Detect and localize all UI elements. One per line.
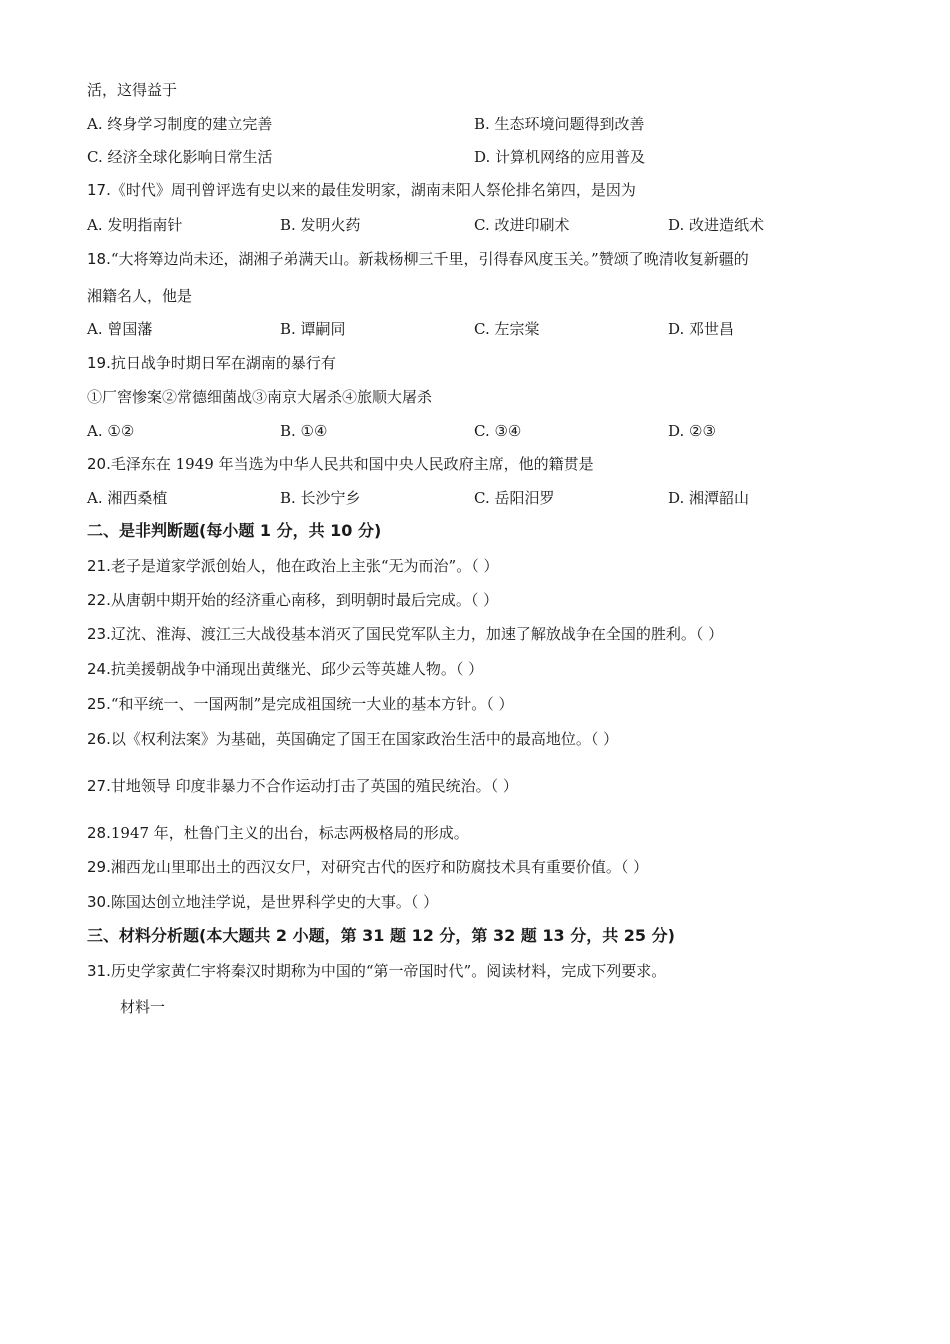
- question-text: 辽沈、淮海、渡江三大战役基本消灭了国民党军队主力，加速了解放战争在全国的胜利。（ ）: [110, 625, 724, 643]
- q20-option-c: C. 岳阳汨罗: [474, 489, 555, 507]
- material-1-label: 材料一: [120, 998, 166, 1016]
- question-text: 从唐朝中期开始的经济重心南移，到明朝时最后完成。（ ）: [110, 591, 499, 609]
- question-18-cont: 湘籍名人，他是: [87, 287, 193, 305]
- question-30: [87, 892, 438, 912]
- question-number: 18.: [87, 250, 111, 268]
- q16-option-c: C. 经济全球化影响日常生活: [87, 148, 273, 166]
- q19-option-d: D. ②③: [668, 422, 716, 440]
- question-28: [87, 823, 469, 843]
- question-22: [87, 590, 498, 610]
- question-25: [87, 694, 513, 714]
- question-number: 26.: [87, 730, 111, 748]
- question-text: “和平统一、一国两制”是完成祖国统一大业的基本方针。（ ）: [110, 695, 514, 713]
- question-31: [87, 961, 666, 981]
- q16-option-a: A. 终身学习制度的建立完善: [87, 115, 273, 133]
- question-number: 30.: [87, 893, 111, 911]
- question-text: 甘地领导 印度非暴力不合作运动打击了英国的殖民统治。（ ）: [110, 777, 518, 795]
- question-29: [87, 857, 648, 877]
- question-number: 24.: [87, 660, 111, 678]
- question-number: 23.: [87, 625, 111, 643]
- question-17: [87, 180, 636, 200]
- q17-option-a: A. 发明指南针: [87, 216, 183, 234]
- question-27: [87, 776, 518, 796]
- q18-option-c: C. 左宗棠: [474, 320, 540, 338]
- question-text: 历史学家黄仁宇将秦汉时期称为中国的“第一帝国时代”。阅读材料，完成下列要求。: [110, 962, 667, 980]
- q20-option-b: B. 长沙宁乡: [280, 489, 361, 507]
- question-text: 抗日战争时期日军在湖南的暴行有: [110, 354, 336, 372]
- question-19: [87, 353, 336, 373]
- question-19-items: ①厂窖惨案②常德细菌战③南京大屠杀④旅顺大屠杀: [87, 388, 433, 406]
- question-number: 20.: [87, 455, 111, 473]
- question-number: 19.: [87, 354, 111, 372]
- q17-option-c: C. 改进印刷术: [474, 216, 570, 234]
- q16-option-d: D. 计算机网络的应用普及: [474, 148, 646, 166]
- section-3-heading: 三、材料分析题(本大题共 2 小题，第 31 题 12 分，第 32 题 13 分，共 25 分): [87, 926, 675, 945]
- q18-option-a: A. 曾国藩: [87, 320, 153, 338]
- q19-option-b: B. ①④: [280, 422, 328, 440]
- section-2-heading: 二、是非判断题(每小题 1 分，共 10 分): [87, 521, 382, 540]
- question-text: 毛泽东在 1949 年当选为中华人民共和国中央人民政府主席，他的籍贯是: [110, 455, 594, 473]
- question-23: [87, 624, 723, 644]
- question-text: 《时代》周刊曾评选有史以来的最佳发明家，湖南耒阳人祭伦排名第四，是因为: [110, 181, 636, 199]
- q20-option-a: A. 湘西桑植: [87, 489, 168, 507]
- question-number: 17.: [87, 181, 111, 199]
- question-text: 抗美援朝战争中涌现出黄继光、邱少云等英雄人物。（ ）: [110, 660, 484, 678]
- q18-option-b: B. 谭嗣同: [280, 320, 346, 338]
- question-text: “大将筹边尚未还，湖湘子弟满天山。新栽杨柳三千里，引得春风度玉关。”赞颂了晚清收复新疆的: [110, 250, 749, 268]
- question-number: 29.: [87, 858, 111, 876]
- question-20: [87, 454, 594, 474]
- q19-option-a: A. ①②: [87, 422, 135, 440]
- question-26: [87, 729, 618, 749]
- q18-option-d: D. 邓世昌: [668, 320, 735, 338]
- q16-tail: 活，这得益于: [87, 81, 178, 99]
- question-number: 22.: [87, 591, 111, 609]
- q19-option-c: C. ③④: [474, 422, 522, 440]
- question-text: 湘西龙山里耶出土的西汉女尸，对研究古代的医疗和防腐技术具有重要价值。（ ）: [110, 858, 649, 876]
- question-number: 28.: [87, 824, 111, 842]
- question-number: 31.: [87, 962, 111, 980]
- q16-option-b: B. 生态环境问题得到改善: [474, 115, 645, 133]
- question-text: 以《权利法案》为基础，英国确定了国王在国家政治生活中的最高地位。（ ）: [110, 730, 619, 748]
- question-21: [87, 556, 498, 576]
- q17-option-b: B. 发明火药: [280, 216, 361, 234]
- question-number: 21.: [87, 557, 111, 575]
- question-18: [87, 249, 749, 269]
- question-number: 25.: [87, 695, 111, 713]
- q20-option-d: D. 湘潭韶山: [668, 489, 750, 507]
- question-text: 陈国达创立地洼学说，是世界科学史的大事。（ ）: [110, 893, 439, 911]
- q17-option-d: D. 改进造纸术: [668, 216, 765, 234]
- question-text: 1947 年，杜鲁门主义的出台，标志两极格局的形成。: [110, 824, 469, 842]
- question-text: 老子是道家学派创始人，他在政治上主张“无为而治”。（ ）: [110, 557, 499, 575]
- question-number: 27.: [87, 777, 111, 795]
- question-24: [87, 659, 483, 679]
